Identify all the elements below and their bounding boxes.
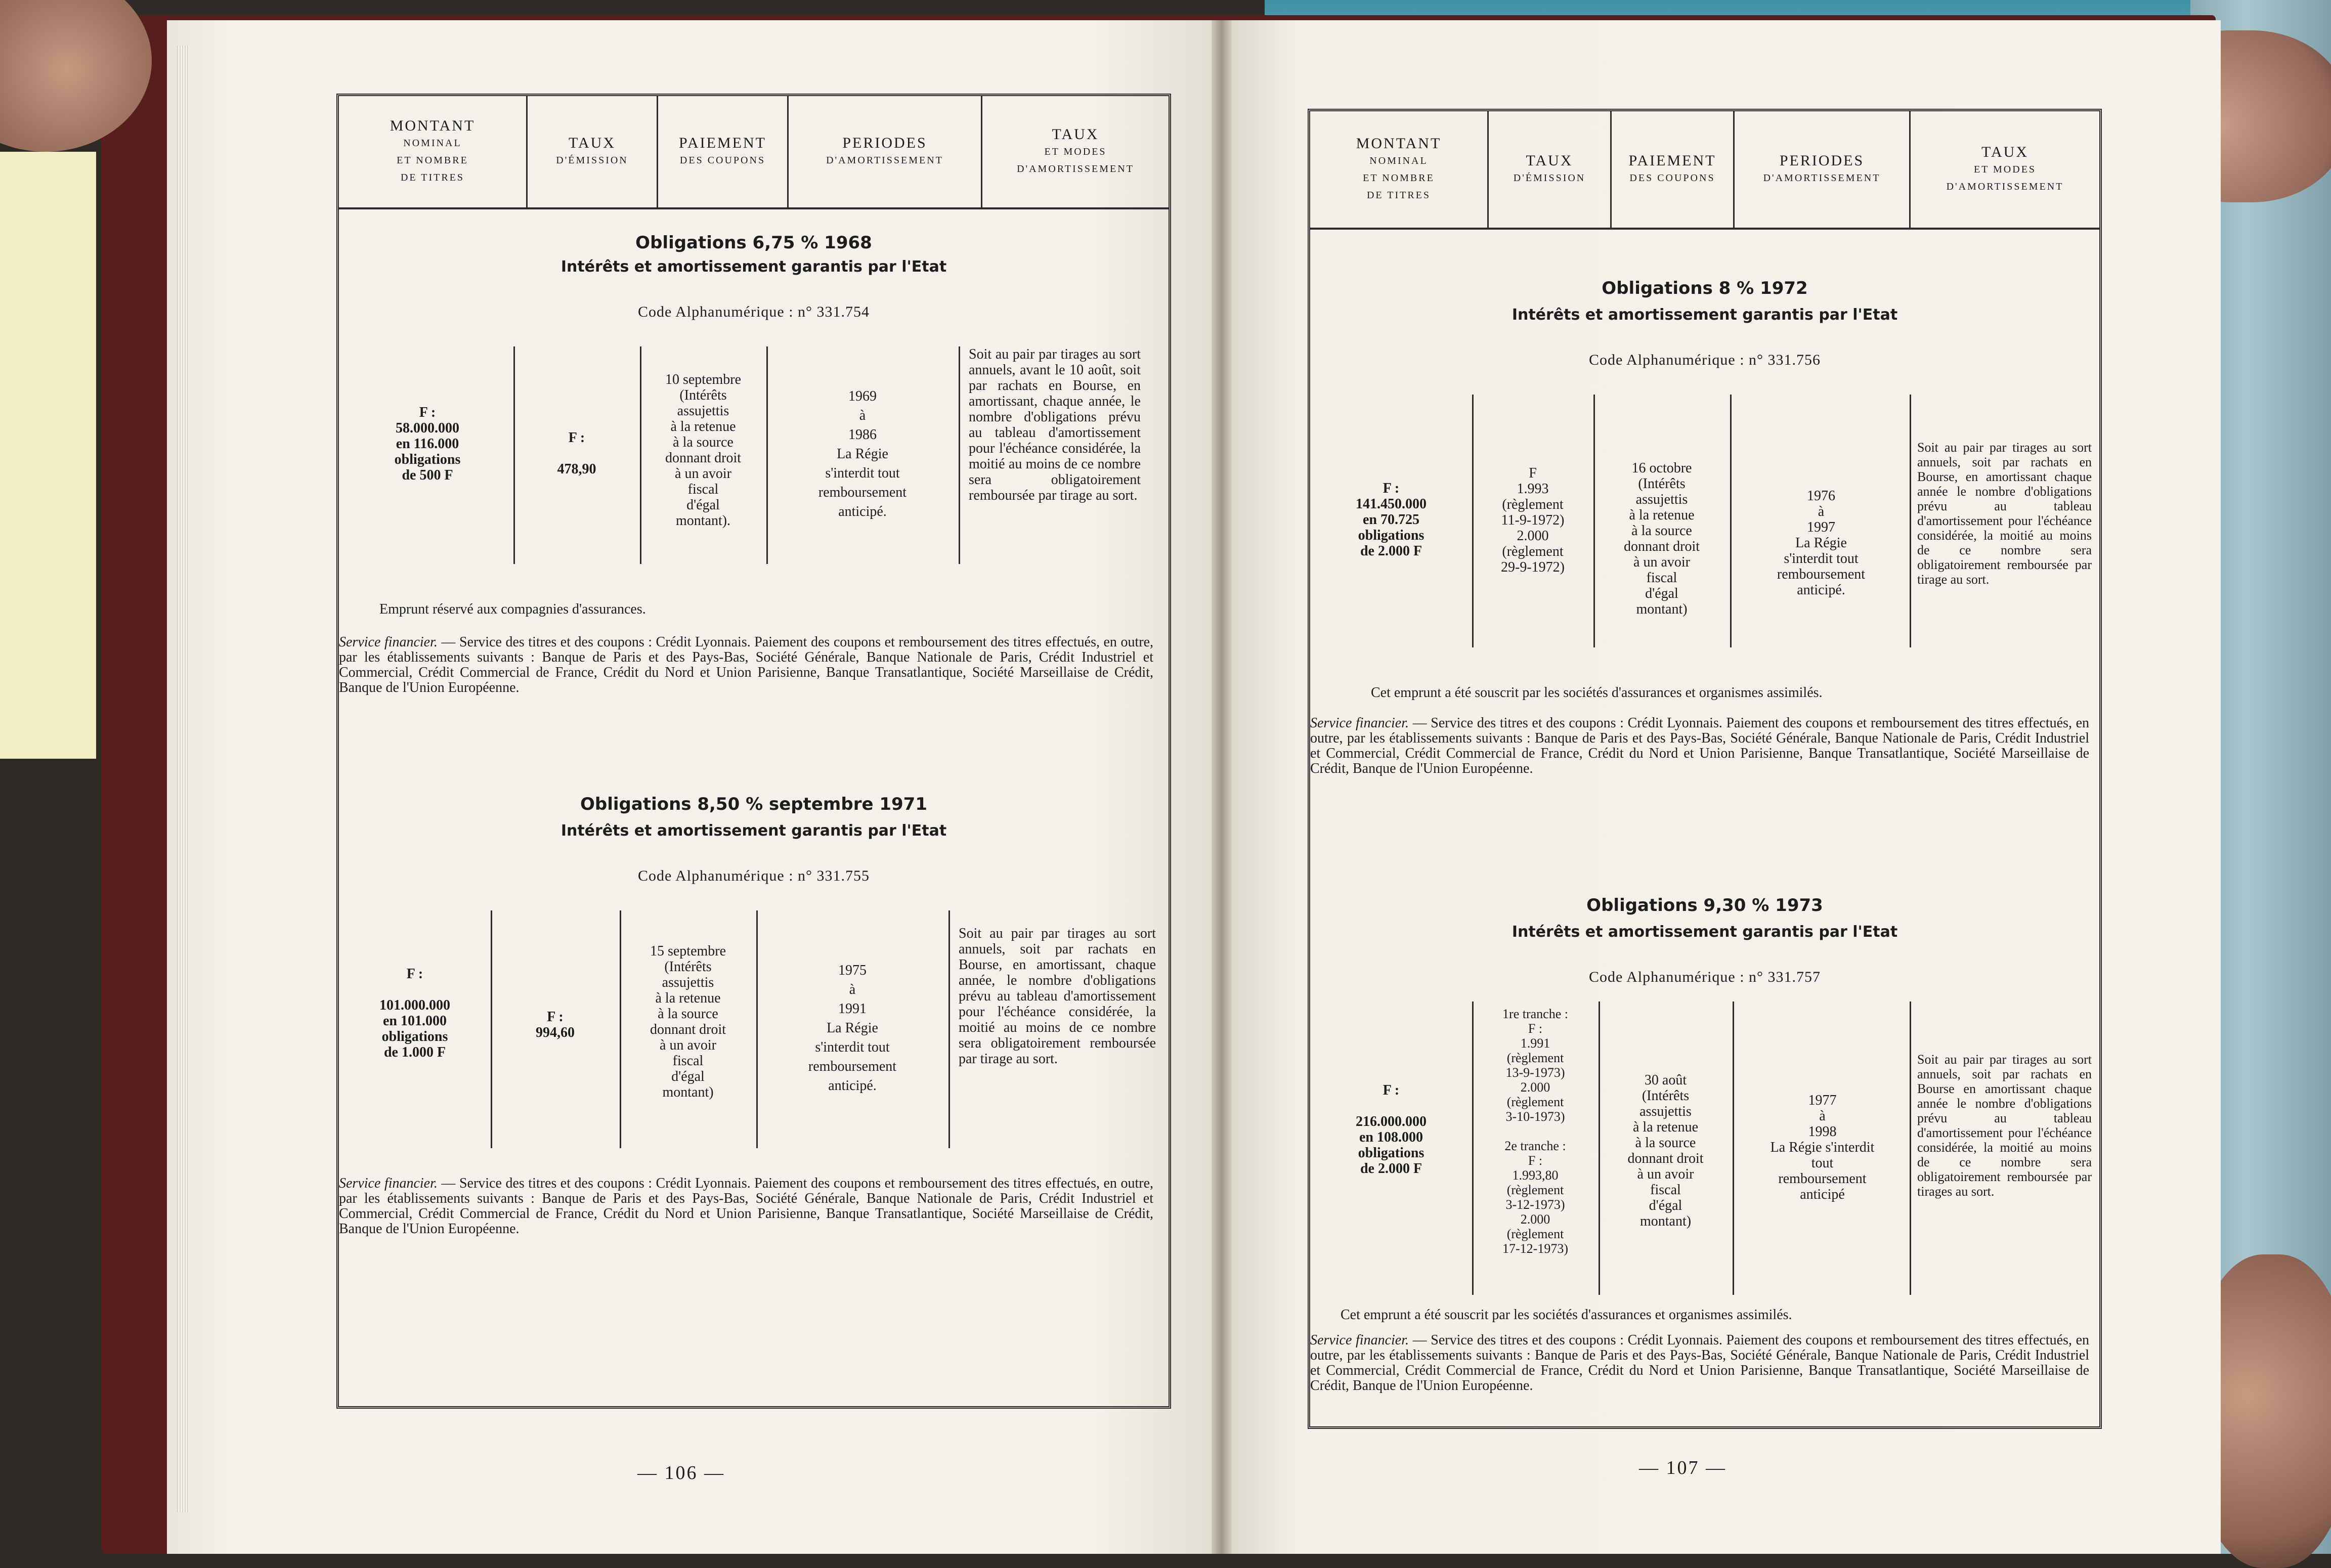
column-divider [491, 910, 492, 1148]
souscrit-note: Cet emprunt a été souscrit par les sociétés d'assurances et organismes assimilés. [1341, 1307, 1792, 1323]
cell-modes: Soit au pair par tirages au sort annuels, soit par rachats en Bourse, en amortissant, chaque année, le nombre d'obligations prévu au tableau d'amortissement pour l'échéance considérée, la moitié au moins de ce nombre sera obligatoirement remboursée par tirage au sort. [959, 926, 1156, 1067]
section-title: Obligations 8 % 1972 [1602, 278, 1808, 298]
column-divider [948, 910, 950, 1148]
column-divider [620, 910, 621, 1148]
header-taux [1489, 111, 1612, 228]
alphanumeric-code: Code Alphanumérique : n° 331.755 [637, 867, 870, 884]
header-montant-line3: ET NOMBRE [1363, 172, 1435, 184]
service-text: — Service des titres et des coupons : Crédit Lyonnais. Paiement des coupons et remboursement des titres effectués, en outre, par les établissements suivants : Banque de Paris et des Pays-Bas, Société Générale, Banque Nationale de Paris, Crédit Industriel et Commercial, Crédit Commercial de France, Crédit du Nord et Union Parisienne, Banque Transatlantique, Société Marseillaise de Crédit, Banque de l'Union Européenne. [1310, 715, 2089, 776]
section-subtitle: Intérêts et amortissement garantis par l'Etat [560, 258, 947, 276]
header-paiement [658, 96, 789, 207]
header-montant-line1: MONTANT [1356, 135, 1442, 152]
header-montant-line3: ET NOMBRE [397, 155, 468, 166]
header-periodes-line1: PERIODES [1779, 152, 1865, 169]
column-divider [756, 910, 758, 1148]
service-text: — Service des titres et des coupons : Crédit Lyonnais. Paiement des coupons et remboursement des titres effectués, en outre, par les établissements suivants : Banque de Paris et des Pays-Bas, Société Générale, Banque Nationale de Paris, Crédit Industriel et Commercial, Crédit Commercial de France, Crédit du Nord et Union Parisienne, Banque Transatlantique, Société Marseillaise de Crédit, Banque de l'Union Européenne. [339, 634, 1153, 695]
cell-modes: Soit au pair par tirages au sort annuels, soit par rachats en Bourse, en amortissant chaque année le nombre d'obligations prévu au tableau d'amortissement pour l'échéance considérée, la moitié au moins de ce nombre sera obligatoirement remboursée par tirage au sort. [1917, 440, 2092, 587]
header-taux-line1: TAUX [569, 135, 616, 151]
background-left-paper [0, 152, 96, 759]
header-montant-line4: DE TITRES [400, 172, 465, 183]
cell-periodes: 1969 à 1986 La Régie s'interdit tout remboursement anticipé. [818, 388, 907, 519]
header-paiement [1612, 111, 1735, 228]
cell-montant: F : 58.000.000 en 116.000 obligations de 500 F [394, 405, 461, 483]
column-divider [1472, 1001, 1474, 1295]
cell-periodes: 1977 à 1998 La Régie s'interdit tout remboursement anticipé [1770, 1093, 1875, 1202]
service-label: Service financier. [339, 1175, 438, 1191]
column-divider [959, 346, 960, 564]
service-financier [339, 635, 1153, 695]
header-modes-line1: TAUX [1052, 126, 1099, 143]
header-periodes-line2: D'AMORTISSEMENT [1763, 172, 1881, 184]
cell-paiement: 10 septembre (Intérêts assujettis à la retenue à la source donnant droit à un avoir fiscal d'égal montant). [665, 372, 742, 529]
book-gutter [1212, 20, 1232, 1554]
header-modes-line1: TAUX [1981, 144, 2028, 160]
right-table-frame [1308, 109, 2102, 1429]
header-periodes [1735, 111, 1911, 228]
cell-modes: Soit au pair par tirages au sort annuels, soit par rachats en Bourse en amortissant chaque année le nombre d'obligations prévu au tableau d'amortissement pour l'échéance considérée, la moitié au moins de ce nombre sera obligatoirement remboursée par tirages au sort. [1917, 1052, 2092, 1199]
header-paiement-line1: PAIEMENT [679, 135, 766, 151]
column-divider [1910, 395, 1911, 647]
header-paiement-line2: DES COUPONS [679, 155, 766, 166]
header-montant-line2: NOMINAL [403, 138, 462, 149]
column-divider [1733, 1001, 1734, 1295]
column-divider [1730, 395, 1732, 647]
cell-periodes: 1976 à 1997 La Régie s'interdit tout remboursement anticipé. [1777, 488, 1866, 598]
header-montant-line2: NOMINAL [1369, 155, 1428, 166]
header-montant [339, 96, 528, 207]
header-modes-line2: ET MODES [1973, 164, 2037, 175]
service-text: — Service des titres et des coupons : Crédit Lyonnais. Paiement des coupons et remboursement des titres effectués, en outre, par les établissements suivants : Banque de Paris et des Pays-Bas, Société Générale, Banque Nationale de Paris, Crédit Industriel et Commercial, Crédit Commercial de France, Crédit du Nord et Union Parisienne, Banque Transatlantique, Société Marseillaise de Crédit, Banque de l'Union Européenne. [1310, 1332, 2089, 1393]
header-modes [982, 96, 1169, 207]
page-number-right: — 107 — [1639, 1457, 1726, 1478]
service-financier [1310, 1333, 2089, 1393]
header-montant [1310, 111, 1489, 228]
header-montant-line1: MONTANT [390, 117, 476, 134]
header-modes [1911, 111, 2099, 228]
page-edges [177, 46, 189, 1512]
section-title: Obligations 9,30 % 1973 [1586, 895, 1823, 916]
header-modes-line2: ET MODES [1044, 146, 1107, 157]
header-taux-line1: TAUX [1526, 152, 1573, 169]
header-montant-line4: DE TITRES [1366, 190, 1431, 201]
cell-paiement: 15 septembre (Intérêts assujettis à la retenue à la source donnant droit à un avoir fiscal d'égal montant) [650, 943, 726, 1100]
table-header [339, 96, 1169, 209]
service-label: Service financier. [1310, 715, 1409, 731]
page-number-left: — 106 — [637, 1462, 725, 1484]
cell-taux: 1re tranche : F : 1.991 (règlement 13-9-1973) 2.000 (règlement 3-10-1973) 2e tranche : F : 1.993,80 (règlement 3-12-1973) 2.000 (règlement 17-12-1973) [1502, 1007, 1568, 1256]
cell-taux: F 1.993 (règlement 11-9-1972) 2.000 (règlement 29-9-1972) [1501, 465, 1565, 575]
header-periodes [789, 96, 982, 207]
header-modes-line3: D'AMORTISSEMENT [1946, 181, 2064, 192]
column-divider [1593, 395, 1595, 647]
alphanumeric-code: Code Alphanumérique : n° 331.757 [1588, 969, 1821, 985]
cell-taux: F : 478,90 [557, 430, 596, 477]
section-subtitle: Intérêts et amortissement garantis par l'Etat [1512, 306, 1898, 324]
service-label: Service financier. [339, 634, 438, 650]
cell-paiement: 30 août (Intérêts assujettis à la retenue à la source donnant droit à un avoir fiscal d'égal montant) [1627, 1072, 1704, 1229]
alphanumeric-code: Code Alphanumérique : n° 331.756 [1588, 352, 1821, 368]
left-table-frame [336, 94, 1171, 1409]
section-subtitle: Intérêts et amortissement garantis par l'Etat [560, 822, 947, 840]
cell-paiement: 16 octobre (Intérêts assujettis à la retenue à la source donnant droit à un avoir fiscal d'égal montant) [1623, 460, 1700, 617]
header-modes-line3: D'AMORTISSEMENT [1017, 163, 1134, 175]
service-text: — Service des titres et des coupons : Crédit Lyonnais. Paiement des coupons et remboursement des titres effectués, en outre, par les établissements suivants : Banque de Paris et des Pays-Bas, Société Générale, Banque Nationale de Paris, Crédit Industriel et Commercial, Crédit Commercial de France, Crédit du Nord et Union Parisienne, Banque Transatlantique, Société Marseillaise de Crédit, Banque de l'Union Européenne. [339, 1175, 1153, 1237]
cell-montant: F : 216.000.000 en 108.000 obligations de 2.000 F [1356, 1082, 1427, 1177]
cell-modes: Soit au pair par tirages au sort annuels, avant le 10 août, soit par rachats en Bourse, en amortissant, chaque année, le nombre d'obligations prévu au tableau d'amortissement pour l'échéance considérée, la moitié au moins de ce nombre sera obligatoirement remboursée par tirage au sort. [969, 346, 1141, 503]
cell-montant: F : 101.000.000 en 101.000 obligations de 1.000 F [379, 966, 450, 1060]
cell-taux: F : 994,60 [536, 1009, 575, 1040]
header-paiement-line2: DES COUPONS [1629, 172, 1715, 184]
service-financier [339, 1176, 1153, 1237]
table-header [1310, 111, 2099, 230]
column-divider [1910, 1001, 1911, 1295]
reserve-note: Emprunt réservé aux compagnies d'assurances. [379, 601, 646, 617]
alphanumeric-code: Code Alphanumérique : n° 331.754 [637, 303, 870, 320]
section-subtitle: Intérêts et amortissement garantis par l'Etat [1512, 923, 1898, 941]
column-divider [1599, 1001, 1600, 1295]
header-taux [528, 96, 658, 207]
header-taux-line2: D'ÉMISSION [556, 155, 628, 166]
service-label: Service financier. [1310, 1332, 1409, 1348]
cell-periodes: 1975 à 1991 La Régie s'interdit tout remboursement anticipé. [808, 963, 897, 1094]
column-divider [513, 346, 515, 564]
column-divider [766, 346, 768, 564]
souscrit-note: Cet emprunt a été souscrit par les sociétés d'assurances et organismes assimilés. [1371, 685, 1823, 701]
header-taux-line2: D'ÉMISSION [1513, 172, 1586, 184]
cell-montant: F : 141.450.000 en 70.725 obligations de 2.000 F [1356, 481, 1427, 559]
column-divider [640, 346, 641, 564]
section-title: Obligations 8,50 % septembre 1971 [580, 794, 927, 814]
column-divider [1472, 395, 1474, 647]
header-periodes-line1: PERIODES [842, 135, 927, 151]
header-periodes-line2: D'AMORTISSEMENT [826, 155, 943, 166]
header-paiement-line1: PAIEMENT [1628, 152, 1716, 169]
service-financier [1310, 716, 2089, 776]
section-title: Obligations 6,75 % 1968 [635, 233, 872, 253]
